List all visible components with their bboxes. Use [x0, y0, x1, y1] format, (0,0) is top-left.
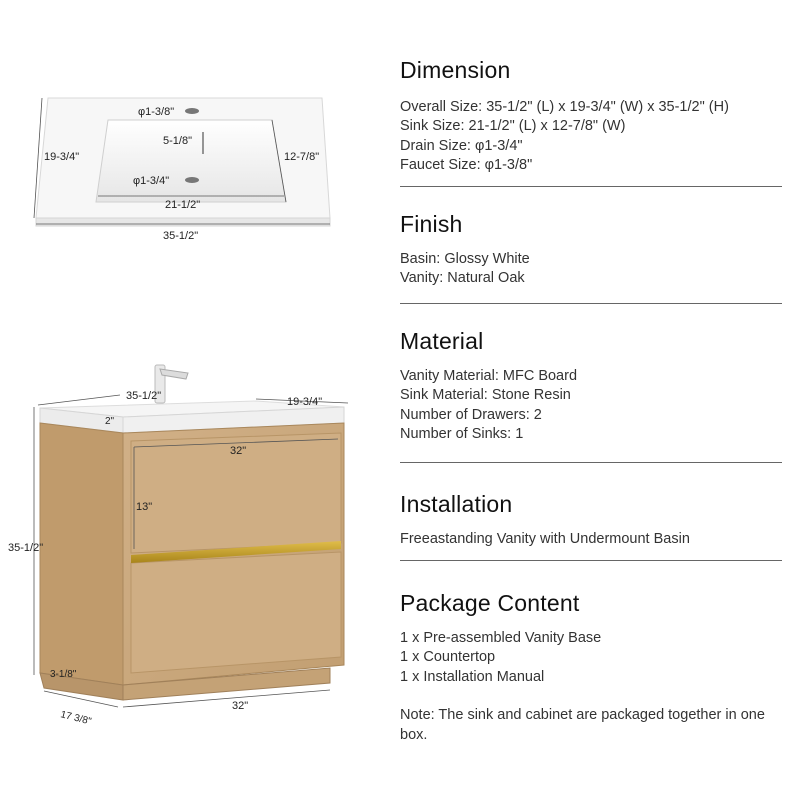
drawer-width-label: 32" — [230, 445, 247, 457]
dimension-line: Overall Size: 35-1/2" (L) x 19-3/4" (W) x 35-1/2" (H) — [400, 99, 729, 115]
dimension-lines — [400, 98, 782, 175]
cabinet-side-panel — [40, 423, 123, 685]
package-line: 1 x Pre-assembled Vanity Base — [400, 630, 602, 646]
finish-line: Basin: Glossy White — [400, 251, 530, 267]
dimension-title: Dimension — [400, 57, 511, 83]
sink-length-label: 21-1/2" — [165, 199, 201, 211]
material-title: Material — [400, 328, 484, 354]
drain-offset-label: 5-1/8" — [163, 135, 192, 147]
material-divider — [400, 462, 782, 463]
drawer-height-label: 13" — [136, 501, 153, 513]
drain-hole-label: φ1-3/4" — [133, 175, 170, 187]
material-line: Sink Material: Stone Resin — [400, 387, 571, 404]
package-line: 1 x Installation Manual — [400, 668, 545, 685]
finish-line: Vanity: Natural Oak — [400, 270, 525, 287]
finish-divider — [400, 303, 782, 304]
installation-section — [400, 491, 782, 549]
installation-divider — [400, 560, 782, 561]
vanity-front-view-diagram — [0, 355, 380, 735]
top-length-label: 35-1/2" — [126, 390, 162, 402]
base-depth-label: 17 3/8" — [59, 709, 93, 728]
dimension-line: Sink Size: 21-1/2" (L) x 12-7/8" (W) — [400, 118, 626, 135]
material-line: Vanity Material: MFC Board — [400, 368, 578, 384]
top-thickness-label: 2" — [105, 416, 115, 427]
overall-height-label: 35-1/2" — [8, 542, 44, 554]
base-width-label: 32" — [232, 700, 249, 712]
overall-length-label: 35-1/2" — [163, 230, 199, 242]
finish-section — [400, 211, 782, 289]
package-section — [400, 590, 782, 687]
depth-label: 19-3/4" — [44, 151, 80, 163]
sink-width-side-label: 12-7/8" — [284, 151, 320, 163]
countertop-top-view-diagram — [0, 80, 380, 340]
package-line: 1 x Countertop — [400, 649, 496, 666]
installation-lines — [400, 530, 782, 549]
faucet-hole-label: φ1-3/8" — [138, 106, 175, 118]
drain-hole — [185, 177, 199, 183]
dimension-line: Faucet Size: φ1-3/8" — [400, 156, 533, 173]
package-title: Package Content — [400, 590, 580, 616]
finish-title: Finish — [400, 211, 463, 237]
countertop-front-edge — [36, 218, 330, 226]
packaging-note: Note: The sink and cabinet are packaged together in one box. — [400, 707, 765, 743]
installation-line: Freeastanding Vanity with Undermount Basin — [400, 531, 690, 547]
material-line: Number of Sinks: 1 — [400, 425, 524, 442]
base-height-label: 3-1/8" — [50, 669, 77, 680]
dimension-section — [400, 57, 782, 175]
finish-lines — [400, 250, 782, 289]
dimension-line: Drain Size: φ1-3/4" — [400, 137, 523, 154]
basin-outline — [96, 120, 286, 202]
material-lines — [400, 367, 782, 444]
installation-title: Installation — [400, 491, 513, 517]
top-length-dim-line — [38, 395, 120, 405]
package-lines — [400, 629, 782, 687]
dimension-divider — [400, 186, 782, 187]
top-depth-label: 19-3/4" — [287, 396, 323, 408]
lower-drawer — [131, 552, 341, 673]
material-line: Number of Drawers: 2 — [400, 406, 542, 423]
faucet-hole — [185, 108, 199, 114]
material-section — [400, 328, 782, 444]
